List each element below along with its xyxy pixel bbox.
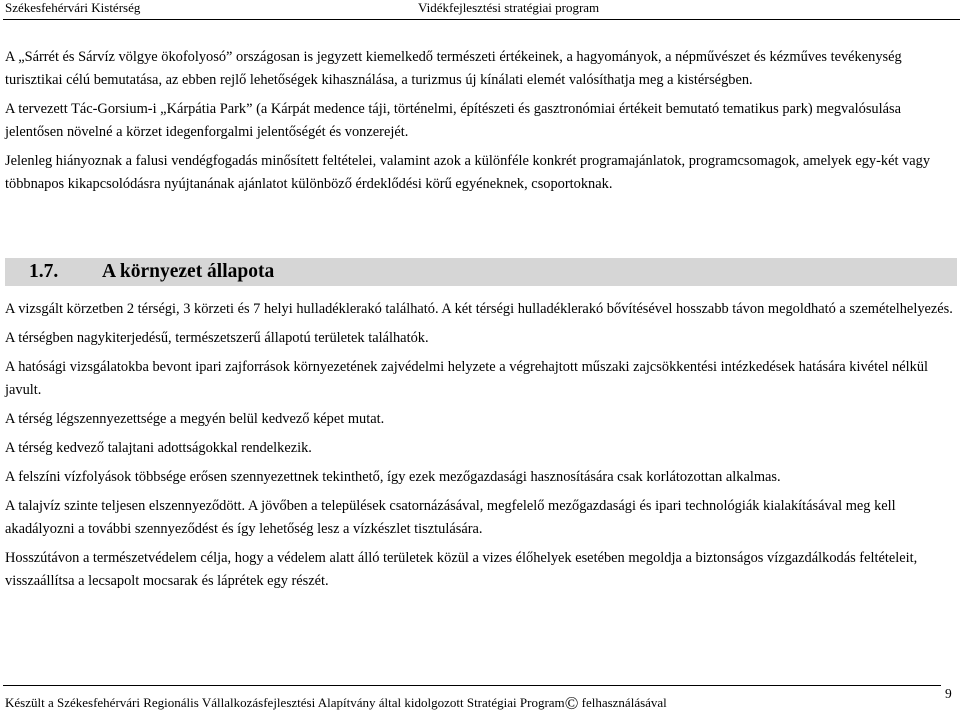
footer-text: Készült a Székesfehérvári Regionális Vállalkozásfejlesztési Alapítvány által kidolgozott Stratégiai Program <box>5 695 565 710</box>
page-header <box>0 0 960 18</box>
copyright-icon: © <box>564 693 579 713</box>
section-heading <box>5 258 957 286</box>
paragraph: A „Sárrét és Sárvíz völgye ökofolyosó” országosan is jegyzett kiemelkedő természeti értékeinek, a hagyományok, a népművészet és kézműves tevékenység turisztikai célú bemutatása, az ebben rejlő lehetőségek kihasználása, a turizmus új kínálati elemét valósíthatja meg a kistérségben. <box>5 49 902 88</box>
paragraph: A talajvíz szinte teljesen elszennyeződött. A jövőben a települések csatornázásával, megfelelő mezőgazdasági és ipari technológiák kialakításával meg kell akadályozni a további szennyeződést és így lehetőség lesz a vízkészlet tisztulására. <box>5 498 896 537</box>
paragraph: A térség kedvező talajtani adottságokkal rendelkezik. <box>5 440 312 456</box>
paragraph: Jelenleg hiányoznak a falusi vendégfogadás minősített feltételei, valamint azok a különféle konkrét programajánlatok, programcsomagok, amelyek egy-két vagy többnapos kikapcsolódásra nyújtanának ajánlatot különböző érdeklődési körű egyéneknek, csoportoknak. <box>5 153 931 192</box>
page-footer <box>5 693 667 714</box>
header-rule <box>3 19 960 20</box>
paragraph: A vizsgált körzetben 2 térségi, 3 körzeti és 7 helyi hulladéklerakó található. A két térségi hulladéklerakó bővítésével hosszabb távon megoldható a szemételhelyezés. <box>5 301 953 317</box>
section-spacer <box>5 202 957 258</box>
document-body <box>5 46 957 599</box>
paragraph: A térség légszennyezettsége a megyén belül kedvező képet mutat. <box>5 411 385 427</box>
paragraph: Hosszútávon a természetvédelem célja, hogy a védelem alatt álló területek közül a vizes élőhelyek esetében megoldja a biztonságos vízgazdálkodás feltételeit, visszaállítsa a lecsapolt mocsarak és láprétek egy részét. <box>5 550 918 589</box>
header-right-title: Vidékfejlesztési stratégiai program <box>418 0 600 15</box>
section-title: A környezet állapota <box>102 261 275 282</box>
paragraph: A felszíni vízfolyások többsége erősen szennyezettnek tekinthető, így ezek mezőgazdasági hasznosítására csak korlátozottan alkalmas. <box>5 469 781 485</box>
paragraph: A hatósági vizsgálatokba bevont ipari zajforrások környezetének zajvédelmi helyzete a végrehajtott műszaki zajcsökkentési intézkedések hatására kivétel nélkül javult. <box>5 359 929 398</box>
footer-text-end: felhasználásával <box>578 695 667 710</box>
paragraph: A térségben nagykiterjedésű, természetszerű állapotú területek találhatók. <box>5 330 429 346</box>
section-number: 1.7. <box>29 261 59 282</box>
footer-rule <box>3 685 941 686</box>
paragraph: A tervezett Tác-Gorsium-i „Kárpátia Park” (a Kárpát medence táji, történelmi, építészeti és gasztronómiai értékeit bemutató tematikus park) megvalósulása jelentősen növelné a körzet idegenforgalmi jelentőségét és vonzerejét. <box>5 101 901 140</box>
page-number: 9 <box>945 686 952 701</box>
header-left-title: Székesfehérvári Kistérség <box>5 0 141 15</box>
